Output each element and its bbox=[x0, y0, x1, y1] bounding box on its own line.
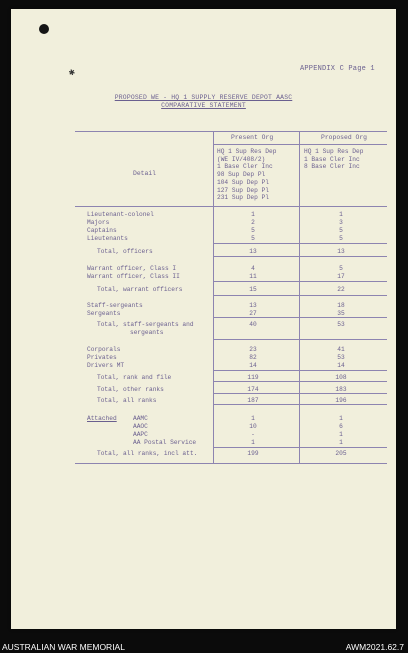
present-value: 4 bbox=[251, 265, 255, 272]
proposed-value: 22 bbox=[337, 286, 345, 293]
row-label-continued: sergeants bbox=[130, 328, 164, 336]
present-unit-line: 231 Sup Dep Pl bbox=[217, 194, 269, 202]
proposed-value: 13 bbox=[337, 248, 345, 255]
proposed-value: 5 bbox=[339, 235, 343, 242]
comparative-table bbox=[75, 131, 401, 465]
table-rule bbox=[213, 256, 387, 257]
table-rule bbox=[213, 243, 387, 244]
present-value: 1 bbox=[251, 415, 255, 422]
proposed-value: 205 bbox=[335, 450, 347, 457]
table-rule bbox=[75, 131, 387, 132]
present-value: 14 bbox=[249, 362, 257, 369]
present-value: 40 bbox=[249, 321, 257, 328]
row-label: Lieutenant-colonel bbox=[87, 211, 154, 218]
present-unit-line: HQ 1 Sup Res Dep bbox=[217, 148, 277, 155]
row-label: Privates bbox=[87, 354, 117, 361]
proposed-value: 1 bbox=[339, 439, 343, 446]
table-rule bbox=[213, 131, 214, 463]
row-label: Captains bbox=[87, 227, 117, 234]
total-row-label: Total, warrant officers bbox=[97, 286, 183, 293]
present-unit-line: (WE IV/408/2) bbox=[217, 155, 266, 163]
proposed-value: 14 bbox=[337, 362, 345, 369]
present-value: 2 bbox=[251, 219, 255, 226]
proposed-value: 5 bbox=[339, 227, 343, 234]
total-row-label: Total, other ranks bbox=[97, 386, 164, 393]
proposed-value: 1 bbox=[339, 415, 343, 422]
present-value: 174 bbox=[247, 386, 259, 393]
present-value: 5 bbox=[251, 227, 255, 234]
present-value: 187 bbox=[247, 397, 259, 404]
row-label: Attached bbox=[87, 415, 117, 422]
table-rule bbox=[299, 131, 300, 463]
present-unit-line: 104 Sup Dep Pl bbox=[217, 178, 269, 186]
total-row-label: Total, rank and file bbox=[97, 374, 172, 381]
present-value: 13 bbox=[249, 302, 257, 309]
present-value: 119 bbox=[247, 374, 259, 381]
proposed-unit-line: HQ 1 Sup Res Dep bbox=[304, 148, 364, 155]
total-row-label: Total, officers bbox=[97, 248, 153, 255]
row-label: Drivers MT bbox=[87, 362, 125, 369]
total-row-label: Total, staff-sergeants and bbox=[97, 321, 194, 328]
row-label: Lieutenants bbox=[87, 235, 128, 242]
present-value: 15 bbox=[249, 286, 257, 293]
table-rule bbox=[213, 404, 387, 405]
present-unit-line: 127 Sup Dep Pl bbox=[217, 186, 269, 194]
appendix-label: APPENDIX C Page 1 bbox=[300, 65, 375, 73]
proposed-value: 1 bbox=[339, 431, 343, 438]
column-header-detail: Detail bbox=[133, 170, 157, 177]
present-value: 1 bbox=[251, 211, 255, 218]
row-label: Warrant officer, Class II bbox=[87, 273, 180, 280]
proposed-value: 3 bbox=[339, 219, 343, 226]
table-rule bbox=[213, 381, 387, 382]
footer-credit: AUSTRALIAN WAR MEMORIAL bbox=[2, 642, 125, 652]
pen-mark-icon: ✱ bbox=[67, 67, 77, 80]
present-value: - bbox=[251, 431, 255, 438]
row-label: Corporals bbox=[87, 346, 121, 353]
present-value: 82 bbox=[249, 354, 257, 361]
row-label: Sergeants bbox=[87, 310, 121, 317]
row-label: Majors bbox=[87, 219, 110, 226]
document-subtitle: COMPARATIVE STATEMENT bbox=[161, 102, 246, 109]
table-rule bbox=[213, 144, 387, 145]
column-header-present: Present Org bbox=[231, 134, 274, 141]
document-title: PROPOSED WE - HQ 1 SUPPLY RESERVE DEPOT AASC bbox=[114, 94, 293, 101]
proposed-value: 53 bbox=[337, 321, 345, 328]
present-unit-line: 98 Sup Dep Pl bbox=[217, 171, 266, 179]
present-value: 11 bbox=[249, 273, 257, 280]
proposed-value: 1 bbox=[339, 211, 343, 218]
column-header-proposed: Proposed Org bbox=[321, 134, 368, 141]
proposed-value: 35 bbox=[337, 310, 345, 317]
proposed-value: 108 bbox=[335, 374, 347, 381]
proposed-value: 53 bbox=[337, 354, 345, 361]
table-rule bbox=[213, 370, 387, 371]
row-label: Staff-sergeants bbox=[87, 302, 143, 309]
attached-corps-label: AAOC bbox=[133, 423, 148, 430]
table-rule bbox=[213, 295, 387, 296]
attached-corps-label: AAMC bbox=[133, 415, 148, 422]
proposed-value: 18 bbox=[337, 302, 345, 309]
proposed-unit-line: 1 Base Cler Inc bbox=[304, 155, 360, 163]
proposed-value: 17 bbox=[337, 273, 345, 280]
present-value: 199 bbox=[247, 450, 259, 457]
footer-accession: AWM2021.62.7 bbox=[345, 642, 404, 652]
table-rule bbox=[213, 393, 387, 394]
proposed-unit-line: 8 Base Cler Inc bbox=[304, 163, 360, 171]
present-value: 1 bbox=[251, 439, 255, 446]
present-value: 5 bbox=[251, 235, 255, 242]
present-value: 13 bbox=[249, 248, 257, 255]
present-value: 27 bbox=[249, 310, 257, 317]
proposed-value: 183 bbox=[335, 386, 347, 393]
row-label: Warrant officer, Class I bbox=[87, 265, 177, 272]
present-value: 23 bbox=[249, 346, 257, 353]
attached-corps-label: AA Postal Service bbox=[133, 439, 197, 446]
table-rule bbox=[213, 281, 387, 282]
total-row-label: Total, all ranks bbox=[97, 397, 157, 404]
attached-corps-label: AAPC bbox=[133, 431, 148, 438]
table-rule bbox=[75, 463, 387, 464]
present-unit-line: 1 Base Cler Inc bbox=[217, 163, 273, 171]
proposed-value: 6 bbox=[339, 423, 343, 430]
table-rule bbox=[213, 447, 387, 448]
proposed-value: 5 bbox=[339, 265, 343, 272]
present-value: 10 bbox=[249, 423, 257, 430]
document-page bbox=[11, 9, 396, 629]
table-rule bbox=[213, 317, 387, 318]
table-rule bbox=[75, 206, 387, 207]
proposed-value: 196 bbox=[335, 397, 347, 404]
punch-hole bbox=[39, 24, 49, 34]
table-rule bbox=[213, 339, 387, 340]
total-row-label: Total, all ranks, incl att. bbox=[97, 450, 198, 457]
proposed-value: 41 bbox=[337, 346, 345, 353]
